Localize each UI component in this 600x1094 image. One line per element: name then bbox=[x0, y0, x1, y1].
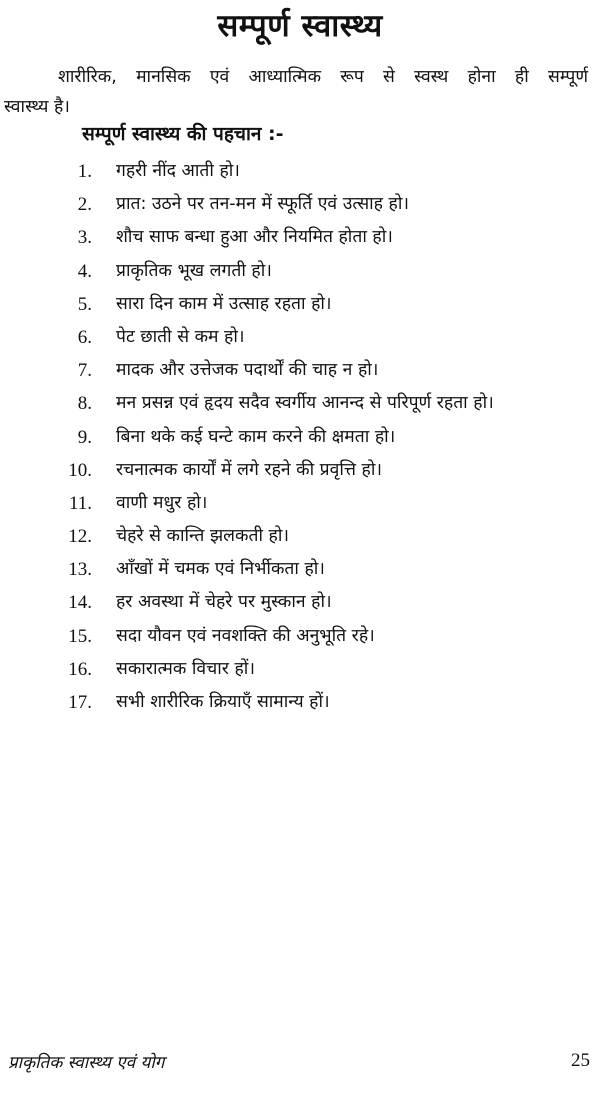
list-item-number: 7. bbox=[77, 360, 92, 382]
list-item-text: गहरी नींद आती हो। bbox=[116, 161, 240, 181]
section-subheading: सम्पूर्ण स्वास्थ्य की पहचान :- bbox=[82, 123, 284, 145]
list-item-text: प्राकृतिक भूख लगती हो। bbox=[116, 260, 272, 281]
list-item bbox=[0, 520, 600, 553]
page-title: सम्पूर्ण स्वास्थ्य bbox=[217, 8, 383, 44]
list-item bbox=[0, 255, 600, 288]
list-item bbox=[0, 221, 600, 254]
list-item-text: मन प्रसन्न एवं हृदय सदैव स्वर्गीय आनन्द से परिपूर्ण रहता हो। bbox=[116, 393, 494, 414]
list-item-number: 14. bbox=[68, 592, 92, 614]
list-item bbox=[0, 586, 600, 619]
list-item-number: 3. bbox=[77, 227, 92, 249]
list-item bbox=[0, 454, 600, 487]
list-item bbox=[0, 686, 600, 719]
intro-line-1: शारीरिक, मानसिक एवं आध्यात्मिक रूप से स्वस्थ होना ही सम्पूर्ण bbox=[58, 67, 588, 87]
list-item-text: सकारात्मक विचार हों। bbox=[116, 658, 255, 679]
list-item-text: सारा दिन काम में उत्साह रहता हो। bbox=[116, 293, 332, 314]
list-item-text: सभी शारीरिक क्रियाएँ सामान्य हों। bbox=[116, 692, 330, 712]
intro-paragraph bbox=[4, 62, 588, 122]
list-item-number: 17. bbox=[68, 692, 92, 713]
list-item bbox=[0, 487, 600, 520]
list-item bbox=[0, 653, 600, 686]
list-item-text: आँखों में चमक एवं निर्भीकता हो। bbox=[116, 559, 325, 580]
intro-line-2: स्वास्थ्य है। bbox=[4, 97, 70, 117]
list-item-number: 6. bbox=[77, 326, 92, 348]
list-item-number: 15. bbox=[68, 625, 92, 647]
list-item-number: 11. bbox=[68, 492, 92, 514]
list-item bbox=[0, 188, 600, 221]
list-item-text: रचनात्मक कार्यों में लगे रहने की प्रवृत्ति हो। bbox=[116, 459, 383, 480]
list-item-text: शौच साफ बन्धा हुआ और नियमित होता हो। bbox=[116, 227, 393, 248]
health-signs-list bbox=[0, 155, 600, 719]
list-item bbox=[0, 553, 600, 586]
list-item-text: प्रात: उठने पर तन-मन में स्फूर्ति एवं उत्साह हो। bbox=[116, 194, 409, 215]
list-item bbox=[0, 288, 600, 321]
list-item bbox=[0, 421, 600, 454]
list-item-number: 5. bbox=[77, 293, 92, 315]
list-item bbox=[0, 321, 600, 354]
list-item-number: 9. bbox=[77, 426, 92, 448]
list-item-text: पेट छाती से कम हो। bbox=[116, 326, 245, 347]
list-item-number: 2. bbox=[77, 194, 92, 216]
list-item-number: 1. bbox=[77, 161, 92, 182]
list-item-number: 10. bbox=[68, 459, 92, 481]
page-number: 25 bbox=[571, 1050, 590, 1071]
list-item bbox=[0, 620, 600, 653]
list-item-number: 8. bbox=[77, 393, 92, 415]
list-item-text: बिना थके कई घन्टे काम करने की क्षमता हो। bbox=[116, 426, 396, 447]
list-item-text: चेहरे से कान्ति झलकती हो। bbox=[116, 526, 290, 547]
list-item-text: मादक और उत्तेजक पदार्थों की चाह न हो। bbox=[116, 360, 379, 381]
list-item-number: 13. bbox=[68, 559, 92, 581]
list-item-number: 4. bbox=[77, 260, 92, 282]
list-item-text: हर अवस्था में चेहरे पर मुस्कान हो। bbox=[116, 592, 332, 613]
list-item-text: सदा यौवन एवं नवशक्ति की अनुभूति रहे। bbox=[116, 625, 375, 646]
page-footer bbox=[0, 1050, 600, 1080]
list-item-number: 16. bbox=[68, 658, 92, 680]
list-item-text: वाणी मधुर हो। bbox=[116, 492, 208, 513]
list-item bbox=[0, 387, 600, 420]
footer-book-title: प्राकृतिक स्वास्थ्य एवं योग bbox=[8, 1053, 165, 1073]
list-item bbox=[0, 155, 600, 188]
list-item-number: 12. bbox=[68, 526, 92, 548]
list-item bbox=[0, 354, 600, 387]
